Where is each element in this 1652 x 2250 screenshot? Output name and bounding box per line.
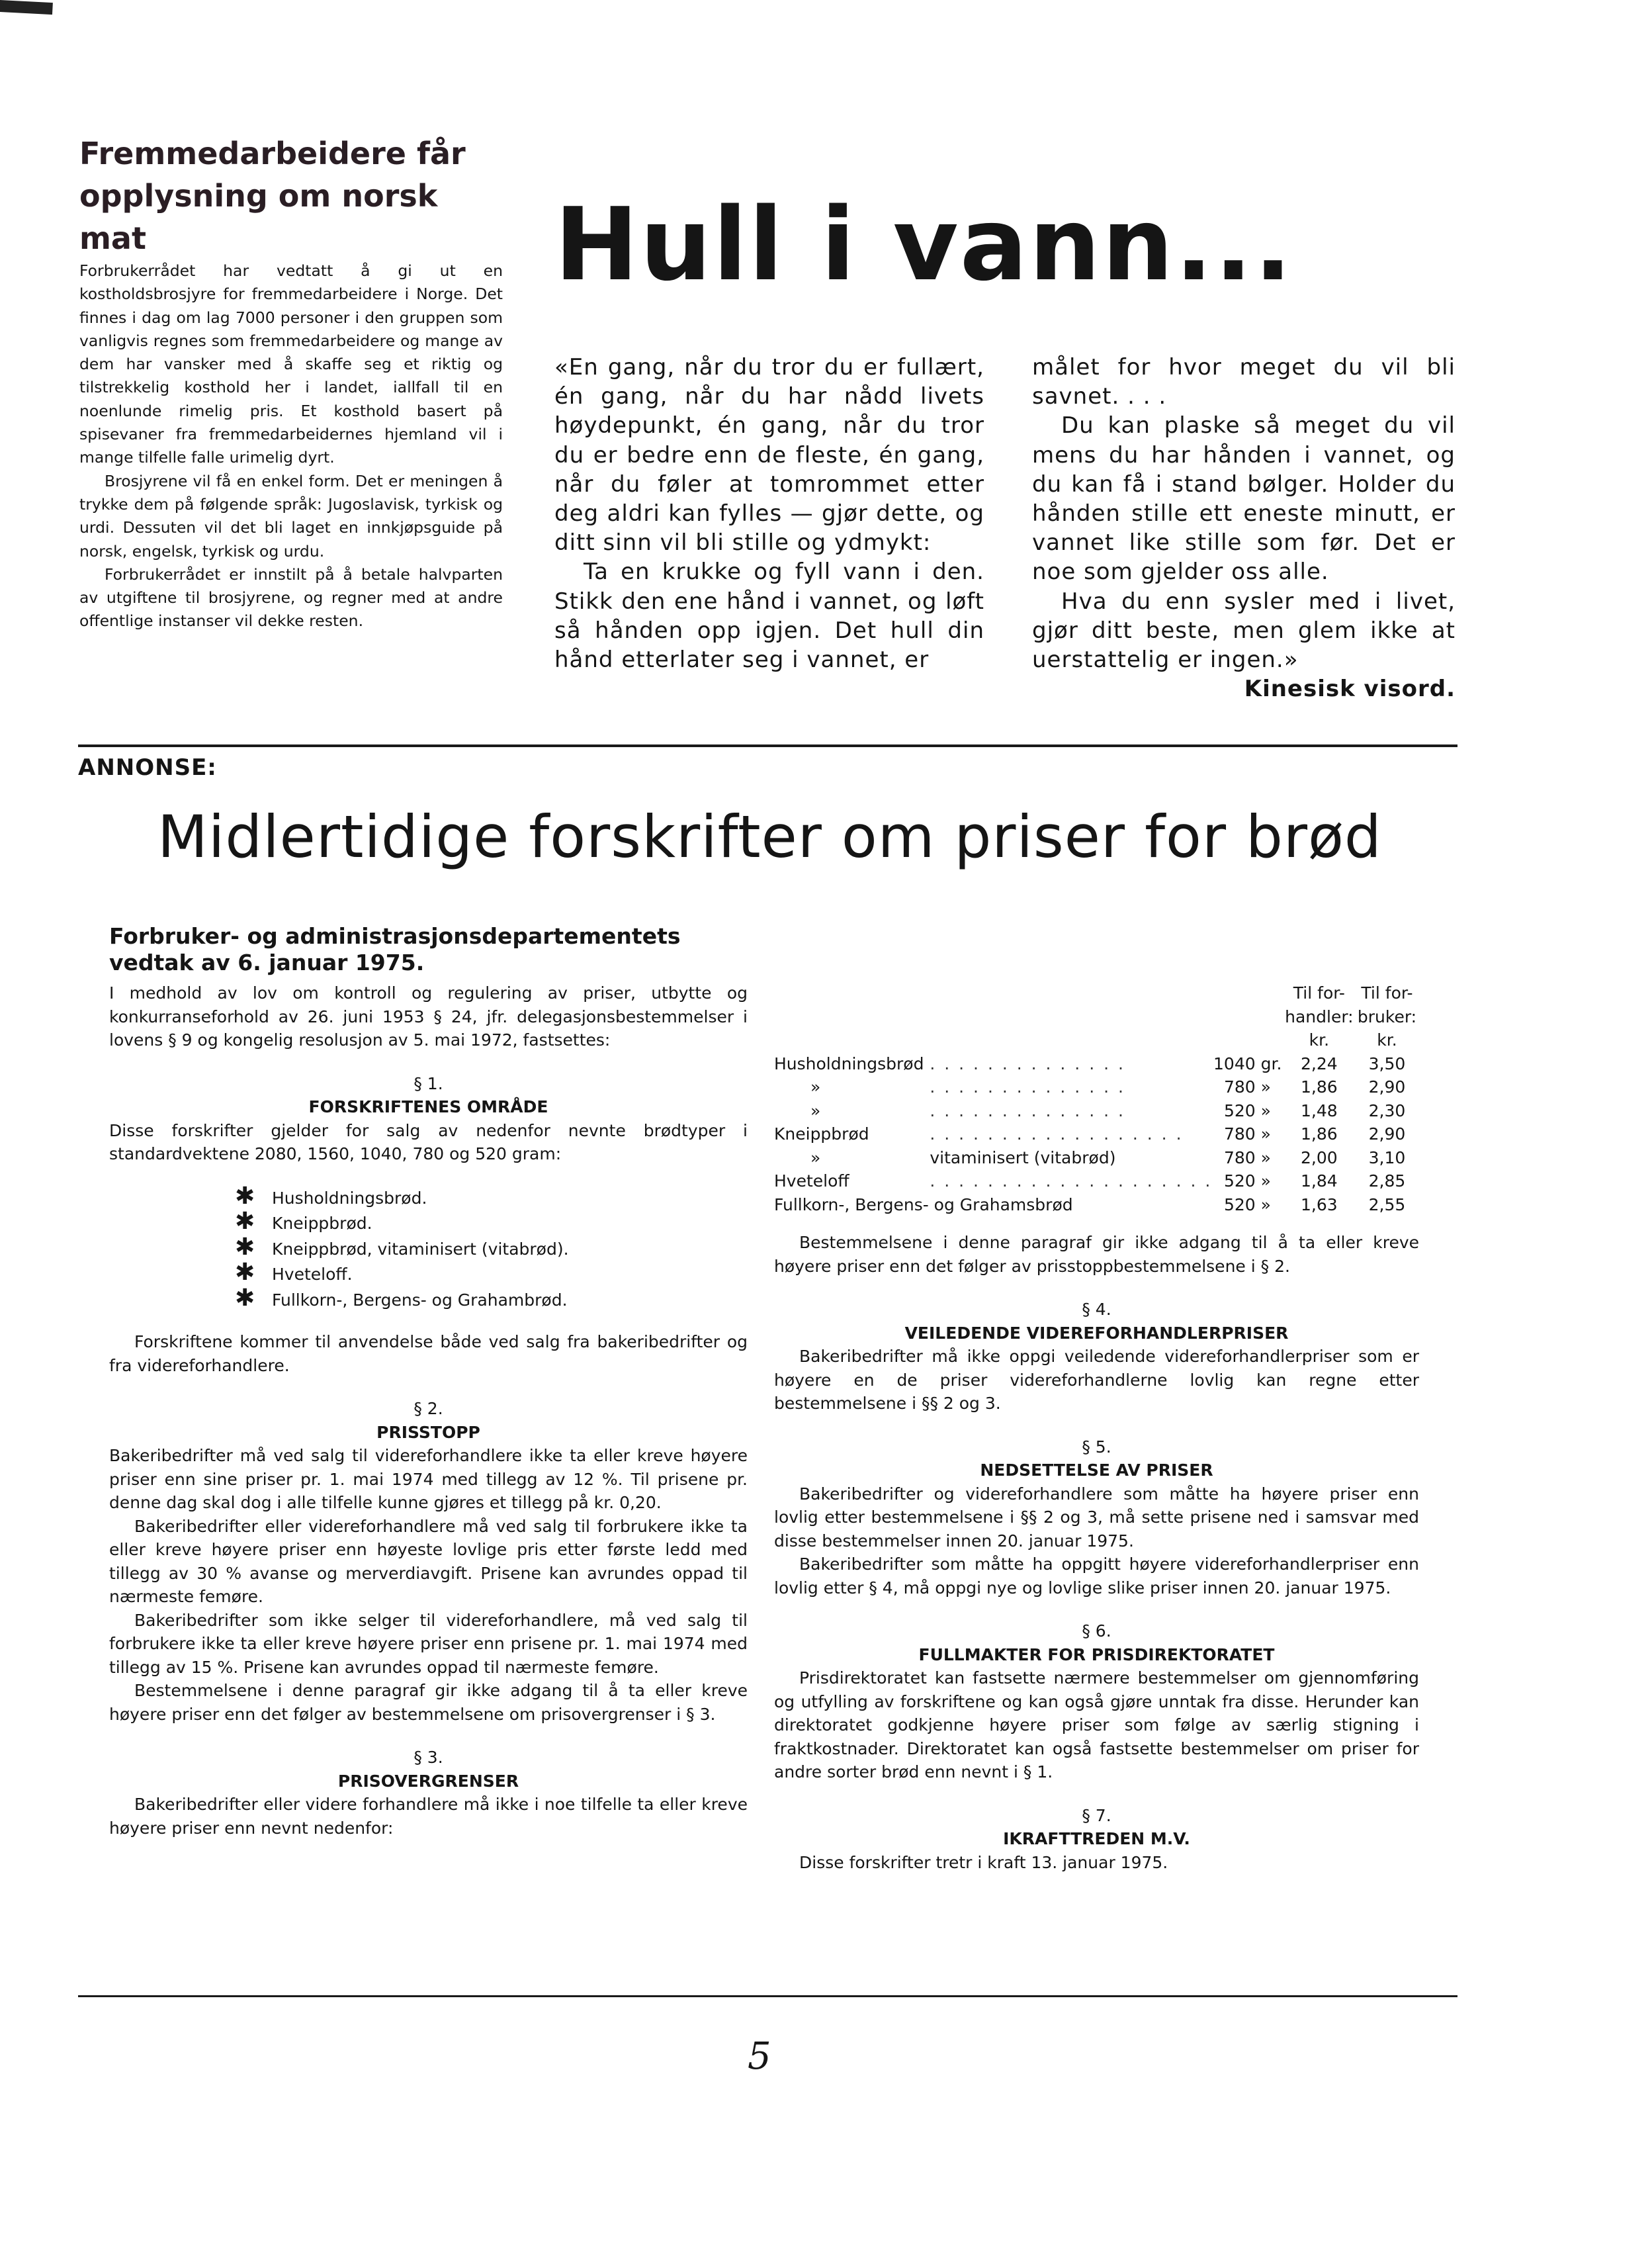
table-header-row [774, 981, 1419, 1052]
list-item: ✱ Hveteloff. [235, 1259, 353, 1286]
bottom-divider [78, 1995, 1457, 1997]
hull-paragraph: Du kan plaske så meget du vil mens du har hånden i vannet, og du kan få i stand bølger. Holder du hånden stille ett eneste minutt, er vannet like stille som før. Det er noe som gjelder oss alle. [1032, 412, 1456, 586]
table-row: Husholdningsbrød . . . . . . . . . . . . . . 1040 gr. 2,24 3,50 [774, 1054, 1406, 1073]
section-text: Bakeribedrifter og videreforhandlere som måtte ha høyere priser enn lovlig etter bestemmelsene i §§ 2 og 3, må sette prisene ned i samsvar med disse bestemmelser innen 20. januar 1975. [774, 1484, 1419, 1551]
section-number: § 3. [413, 1748, 443, 1767]
section-number: § 2. [413, 1399, 443, 1418]
section-text: Bakeribedrifter eller videre forhandlere må ikke i noe tilfelle ta eller kreve høyere priser enn nevnt nedenfor: [109, 1795, 748, 1838]
list-item: ✱ Kneippbrød, vitaminisert (vitabrød). [235, 1233, 569, 1261]
section-heading: IKRAFTTREDEN M.V. [1003, 1829, 1190, 1848]
section-text: Bestemmelsene i denne paragraf gir ikke adgang til å ta eller kreve høyere priser enn det følger av bestemmelsene om prisovergrenser i § 3. [109, 1681, 748, 1724]
section-heading: PRISSTOPP [376, 1422, 480, 1442]
section-heading: NEDSETTELSE AV PRISER [980, 1461, 1213, 1480]
table-row: » . . . . . . . . . . . . . . 780 » 1,86 2,90 [810, 1077, 1406, 1097]
hull-paragraph: Ta en krukke og fyll vann i den. Stikk den ene hånd i vannet, og løft så hånden opp igjen. Det hull din hånd etterlater seg i vannet, er [554, 559, 984, 674]
price-table [774, 981, 1419, 1216]
section-body [774, 1482, 1419, 1600]
left-article-body [79, 259, 503, 633]
table-row: » vitaminisert (vitabrød) 780 » 2,00 3,10 [810, 1148, 1406, 1167]
left-article-paragraph: Forbrukerrådet har vedtatt å gi ut en kostholdsbrosjyre for fremmedarbeidere i Norge. Det finnes i dag om lag 7000 personer i den gruppen som vanligvis regnes som fremmedarbeidere og mange av dem har vansker med å skaffe seg et riktig og tilstrekkelig kosthold her i landet, iallfall til en noenlunde rimelig pris. Et kosthold basert på spisevaner fra fremmedarbeidernes hjemland vil i mange tilfelle falle urimelig dyrt. [79, 261, 503, 467]
hull-column-1 [554, 353, 984, 674]
asterisk-icon: ✱ [235, 1284, 255, 1312]
asterisk-icon: ✱ [235, 1208, 255, 1235]
section-heading: FORSKRIFTENES OMRÅDE [308, 1097, 548, 1116]
table-row: Fullkorn-, Bergens- og Grahamsbrød 520 » 1,63 2,55 [774, 1194, 1406, 1214]
section-text: Bakeribedrifter må ikke oppgi veiledende videreforhandlerpriser som er høyere en de priser videreforhandlerne lovlig kan regne etter bestemmelsene i §§ 2 og 3. [774, 1347, 1419, 1413]
ad-intro-heading: Forbruker- og administrasjonsdepartementets vedtak av 6. januar 1975. [109, 923, 681, 975]
asterisk-icon: ✱ [235, 1182, 255, 1210]
section-text: Forskriftene kommer til anvendelse både ved salg fra bakeribedrifter og fra videreforhandlere. [109, 1332, 748, 1375]
section-heading: VEILEDENDE VIDEREFORHANDLERPRISER [904, 1323, 1289, 1343]
hull-signature: Kinesisk visord. [1244, 676, 1456, 703]
section-body [109, 1444, 748, 1726]
hull-paragraph: Hva du enn sysler med i livet, gjør ditt beste, men glem ikke at uerstattelig er ingen.» [1032, 588, 1456, 674]
hull-column-2 [1032, 353, 1456, 703]
section-heading: PRISOVERGRENSER [337, 1771, 519, 1791]
hull-paragraph: målet for hvor meget du vil bli savnet. . . . [1032, 354, 1456, 410]
list-item: ✱ Husholdningsbrød. [235, 1182, 427, 1210]
section-number: § 7. [1082, 1805, 1111, 1825]
asterisk-icon: ✱ [235, 1233, 255, 1261]
section-text: Disse forskrifter gjelder for salg av nedenfor nevnte brødtyper i standardvektene 2080, 1560, 1040, 780 og 520 gram: [109, 1120, 748, 1163]
ad-label: ANNONSE: [78, 754, 217, 781]
ad-title: Midlertidige forskrifter om priser for brød [157, 803, 1382, 871]
table-row: Kneippbrød . . . . . . . . . . . . . . . . . . 780 » 1,86 2,90 [774, 1124, 1406, 1144]
hull-paragraph: «En gang, når du tror du er fullært, én gang, når du har nådd livets høydepunkt, én gang, når du tror du er bedre enn de fleste, én gang, når du føler at tomrommet etter deg aldri kan fylles — gjør dette, og ditt sinn vil bli stille og ydmykt: [554, 354, 984, 557]
section-number: § 4. [1082, 1300, 1111, 1319]
scan-corner-mark [0, 0, 53, 15]
section-text: Bakeribedrifter må ved salg til videreforhandlere ikke ta eller kreve høyere priser enn sine priser pr. 1. mai 1974 med tillegg av 12 %. Til prisene pr. denne dag skal dog i alle tilfelle kunne gjøres et tillegg på kr. 0,20. [109, 1446, 748, 1512]
list-item: ✱ Kneippbrød. [235, 1208, 372, 1235]
section-text: Bakeribedrifter som ikke selger til videreforhandlere, må ved salg til forbrukere ikke ta eller kreve høyere priser enn prisene pr. 1. mai 1974 med tillegg av 15 %. Prisene kan avrundes oppad til nærmeste femøre. [109, 1610, 748, 1677]
section-text: Bakeribedrifter som måtte ha oppgitt høyere videreforhandlerpriser enn lovlig etter § 4, må oppgi nye og lovlige slike priser innen 20. januar 1975. [774, 1554, 1419, 1598]
hull-title: Hull i vann... [554, 186, 1293, 303]
header-handler: Til for- handler: kr. [1285, 983, 1354, 1050]
ad-column-left [109, 981, 748, 1840]
bread-type-list [235, 1182, 748, 1312]
section-number: § 1. [413, 1073, 443, 1093]
section-text: Prisdirektoratet kan fastsette nærmere bestemmelser om gjennomføring og utfylling av forskriftene og kan også gjøre unntak fra disse. Herunder kan direktoratet godkjenne høyere priser som følge av særlig stigning i fraktkostnader. Direktoratet kan også fastsette bestemmelser om priser for andre sorter brød enn nevnt i § 1. [774, 1668, 1419, 1781]
ad-intro: I medhold av lov om kontroll og regulering av priser, utbytte og konkurranseforhold av 26. juni 1953 § 24, jfr. delegasjonsbestemmelser i lovens § 9 og kongelig resolusjon av 5. mai 1972, fastsettes: [109, 983, 748, 1050]
page-number: 5 [748, 2035, 771, 2078]
section-text: Bakeribedrifter eller videreforhandlere må ved salg til forbrukere ikke ta eller kreve høyere priser enn høyeste lovlige pris etter første ledd med tillegg av 30 % avanse og merverdiavgift. Prisene kan avrundes oppad til nærmeste femøre. [109, 1516, 748, 1606]
section-text: Disse forskrifter tretr i kraft 13. januar 1975. [799, 1852, 1168, 1872]
section-heading: FULLMAKTER FOR PRISDIREKTORATET [918, 1644, 1275, 1664]
left-article-paragraph: Forbrukerrådet er innstilt på å betale halvparten av utgiftene til brosjyrene, og regner med at andre offentlige instanser vil dekke resten. [79, 564, 503, 631]
header-forbruker: Til for- bruker: kr. [1357, 983, 1417, 1050]
section-number: § 5. [1082, 1437, 1111, 1457]
table-row: Hveteloff . . . . . . . . . . . . . . . . . . . . 520 » 1,84 2,85 [774, 1171, 1406, 1191]
section-number: § 6. [1082, 1621, 1111, 1641]
asterisk-icon: ✱ [235, 1259, 255, 1286]
left-article-paragraph: Brosjyrene vil få en enkel form. Det er meningen å trykke dem på følgende språk: Jugoslavisk, tyrkisk og urdi. Dessuten vil det bli laget en innkjøpsguide på norsk, engelsk, tyrkisk og urdu. [79, 471, 503, 561]
list-item: ✱ Fullkorn-, Bergens- og Grahambrød. [235, 1284, 568, 1312]
ad-column-right [774, 981, 1419, 1874]
section-text: Bestemmelsene i denne paragraf gir ikke adgang til å ta eller kreve høyere priser enn det følger av prisstoppbestemmelsene i § 2. [774, 1233, 1419, 1276]
top-divider [78, 744, 1457, 747]
left-article-title: Fremmedarbeidere får opplysning om norsk mat [79, 136, 466, 256]
table-row: » . . . . . . . . . . . . . . 520 » 1,48 2,30 [810, 1101, 1406, 1120]
